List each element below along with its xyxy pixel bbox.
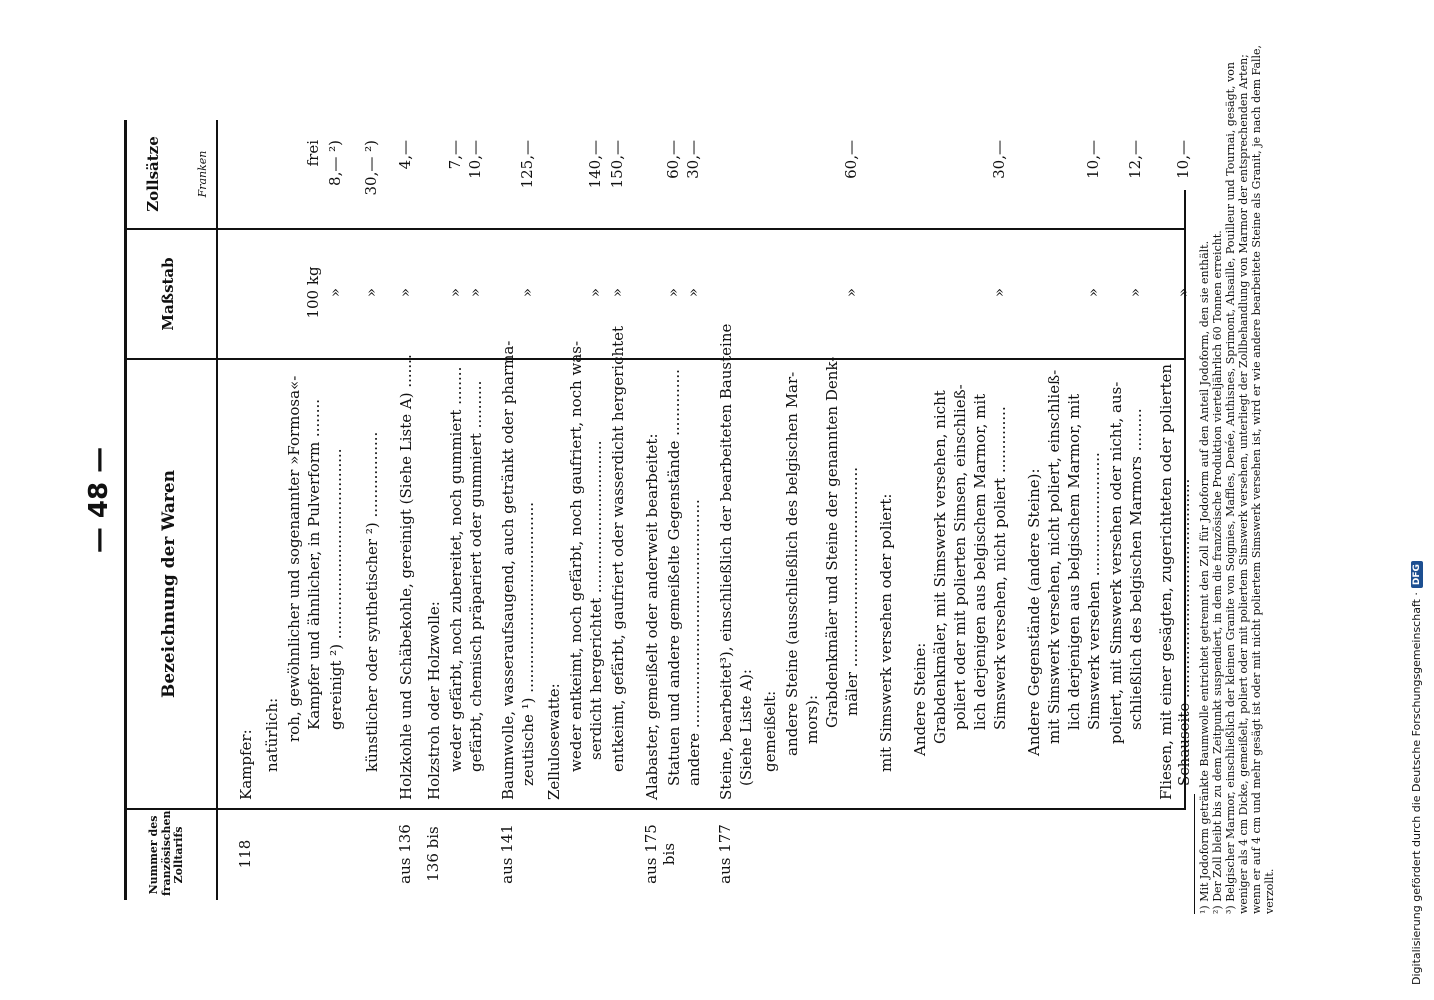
row-text: gemeißelt:: [761, 690, 779, 772]
row-rate: 30,— ²): [362, 140, 380, 196]
row-unit: »: [326, 287, 344, 298]
row-unit: »: [446, 287, 464, 298]
column-rule-1: [124, 808, 1186, 810]
dfg-logo: DFG: [1411, 561, 1423, 588]
row-unit: »: [396, 287, 414, 298]
footnote-rule: [1194, 794, 1195, 914]
row-text: poliert, mit Simswerk versehen oder nicht, aus-: [1107, 381, 1125, 744]
row-text: Holzstroh oder Holzwolle:: [425, 601, 443, 800]
row-text: entkeimt, gefärbt, gaufriert oder wasserdicht hergerichtet: [609, 325, 627, 772]
row-text: (Siehe Liste A):: [737, 669, 755, 786]
row-text: natürlich:: [263, 697, 281, 772]
row-text: Grabdenkmäler, mit Simswerk versehen, nicht: [931, 390, 949, 744]
row-text: Steine, bearbeitet³), einschließlich der bearbeiteten Bausteine: [717, 323, 735, 800]
row-text: Simswerk versehen ..........................: [1085, 452, 1103, 730]
page-number: — 48 —: [84, 446, 114, 554]
column-rule-3: [124, 228, 1186, 230]
credit-text: Digitalisierung gefördert durch die Deutsche Forschungsgemeinschaft ·: [1410, 592, 1423, 985]
row-text: lich derjenigen aus belgischem Marmor, mit: [1065, 393, 1083, 730]
row-rate: 30,—: [684, 140, 702, 179]
row-text: gefärbt, chemisch präpariert oder gummiert ..........: [467, 380, 485, 772]
row-unit: »: [1174, 287, 1192, 298]
row-text: mit Simswerk versehen oder poliert:: [877, 493, 895, 772]
row-text: Baumwolle, wasseraufsaugend, auch getränkt oder pharma-: [499, 340, 517, 800]
row-text: Kampfer:: [237, 729, 255, 800]
row-rate: 10,—: [1174, 140, 1192, 179]
row-number: aus 136: [396, 824, 414, 884]
row-text: Fliesen, mit einer gesägten, zugerichteten oder polierten: [1157, 363, 1175, 800]
footnote-3: ³) Belgischer Marmor, einschließlich der kleinen Granite von Soignies, Maffles, Denée, Anthisnes, Sprimont, Ahsaille, Pouilleur und Tournai, gesägt, von weniger als 4 cm Dicke, gemeißelt, poliert oder mit poliertem Simswerk versehen, unterliegt der Zollbehandlung von Marmor der entsprechenden Arten; wenn er auf 4 cm und mehr gesägt ist oder mit nicht poliertem Simswerk versehen ist, wird er wie andere bearbeitete Steine als Granit, je nach dem Falle, verzollt.: [1224, 44, 1276, 914]
header-number: Nummer des französischen Zolltarifs: [147, 810, 186, 896]
row-text: Grabdenkmäler und Steine der genannten Denk-: [823, 356, 841, 728]
row-rate: 8,— ²): [326, 140, 344, 186]
row-rate: 10,—: [1084, 140, 1102, 179]
row-text: zeutische ¹) ........................................: [519, 501, 537, 786]
row-rate: 4,—: [396, 140, 414, 170]
row-unit: »: [664, 287, 682, 298]
row-rate: 140,—: [586, 140, 604, 189]
row-text: schließlich des belgischen Marmors .........: [1127, 408, 1145, 730]
row-rate: 12,—: [1126, 140, 1144, 179]
page-number-value: 48: [84, 481, 114, 519]
row-unit: »: [842, 287, 860, 298]
header-rate: Zollsätze: [144, 136, 162, 212]
row-unit: »: [990, 287, 1008, 298]
digitization-credit: [1410, 561, 1423, 985]
row-text: roh, gewöhnlicher und sogenannter »Formosa«-: [285, 375, 303, 742]
row-rate: 30,—: [990, 140, 1008, 179]
row-unit: »: [608, 287, 626, 298]
footnotes: [1198, 44, 1276, 914]
row-number: aus 177: [716, 824, 734, 884]
row-text: lich derjenigen aus belgischem Marmor, mit: [971, 393, 989, 730]
row-unit: 100 kg: [304, 266, 322, 319]
row-text: poliert oder mit polierten Simsen, einschließ-: [951, 384, 969, 730]
row-text: Alabaster, gemeißelt oder anderweit bearbeitet:: [643, 433, 661, 800]
row-rate: 150,—: [608, 140, 626, 189]
row-text: Simswerk versehen, nicht poliert ..............: [991, 406, 1009, 730]
row-rate: frei: [304, 140, 322, 167]
row-rate: 60,—: [664, 140, 682, 179]
row-text: Holzkohle und Schäbekohle, gereinigt (Siehe Liste A) .......: [397, 354, 415, 800]
table-top-rule: [124, 120, 127, 900]
row-unit: »: [1084, 287, 1102, 298]
row-unit: »: [586, 287, 604, 298]
row-unit: »: [466, 287, 484, 298]
row-unit: »: [362, 287, 380, 298]
row-rate: 125,—: [518, 140, 536, 189]
row-text: Andere Steine:: [911, 642, 929, 756]
footnote-1: ¹) Mit Jodoform getränkte Baumwolle entrichtet getrennt den Zoll für Jodoform auf den Anteil Jodoform, den sie enthält.: [1198, 240, 1211, 914]
row-rate: 60,—: [842, 140, 860, 179]
row-rate: 7,—: [446, 140, 464, 170]
row-text: Statuen und andere gemeißelte Gegenstände ..............: [665, 369, 683, 786]
table-header-rule: [216, 120, 218, 900]
row-rate: 10,—: [466, 140, 484, 179]
row-text: weder gefärbt, noch zubereitet, noch gummiert ........: [447, 366, 465, 772]
row-text: mors):: [803, 694, 821, 744]
row-text: Andere Gegenstände (andere Steine):: [1025, 468, 1043, 756]
header-unit: Maßstab: [159, 257, 177, 331]
row-number: aus 141: [498, 824, 516, 884]
row-text: künstlicher oder synthetischer ²) ..................: [363, 431, 381, 772]
row-text: mit Simswerk versehen, nicht poliert, einschließ-: [1045, 369, 1063, 744]
row-text: serdicht hergerichtet ................................: [587, 440, 605, 760]
row-number: 136 bis: [424, 826, 442, 882]
row-text: mäler ..........................................: [843, 466, 861, 716]
footnote-2: ²) Der Zoll bleibt bis zu dem Zeitpunkt suspendiert, in dem die französische Produktion vierteljährlich 60 Tonnen erreicht.: [1211, 230, 1224, 914]
row-unit: »: [684, 287, 702, 298]
row-unit: »: [518, 287, 536, 298]
row-unit: »: [1126, 287, 1144, 298]
row-text: weder entkeimt, noch gefärbt, noch gaufriert, noch was-: [567, 340, 585, 772]
row-text: andere ................................................: [685, 499, 703, 786]
row-text: gereinigt ²) ........................................: [327, 448, 345, 730]
header-description: Bezeichnung der Waren: [159, 469, 179, 699]
row-number: 118: [236, 839, 254, 869]
header-rate-unit: Franken: [196, 150, 209, 198]
row-text: Schauseite ..............................................: [1175, 478, 1193, 786]
row-text: andere Steine (ausschließlich des belgischen Mar-: [783, 371, 801, 756]
row-text: Kampfer und ähnlicher, in Pulverform ........: [305, 398, 323, 730]
row-number: aus 175 bis: [642, 824, 678, 884]
column-rule-2: [124, 358, 1186, 360]
row-text: Zellulosewatte:: [545, 683, 563, 800]
